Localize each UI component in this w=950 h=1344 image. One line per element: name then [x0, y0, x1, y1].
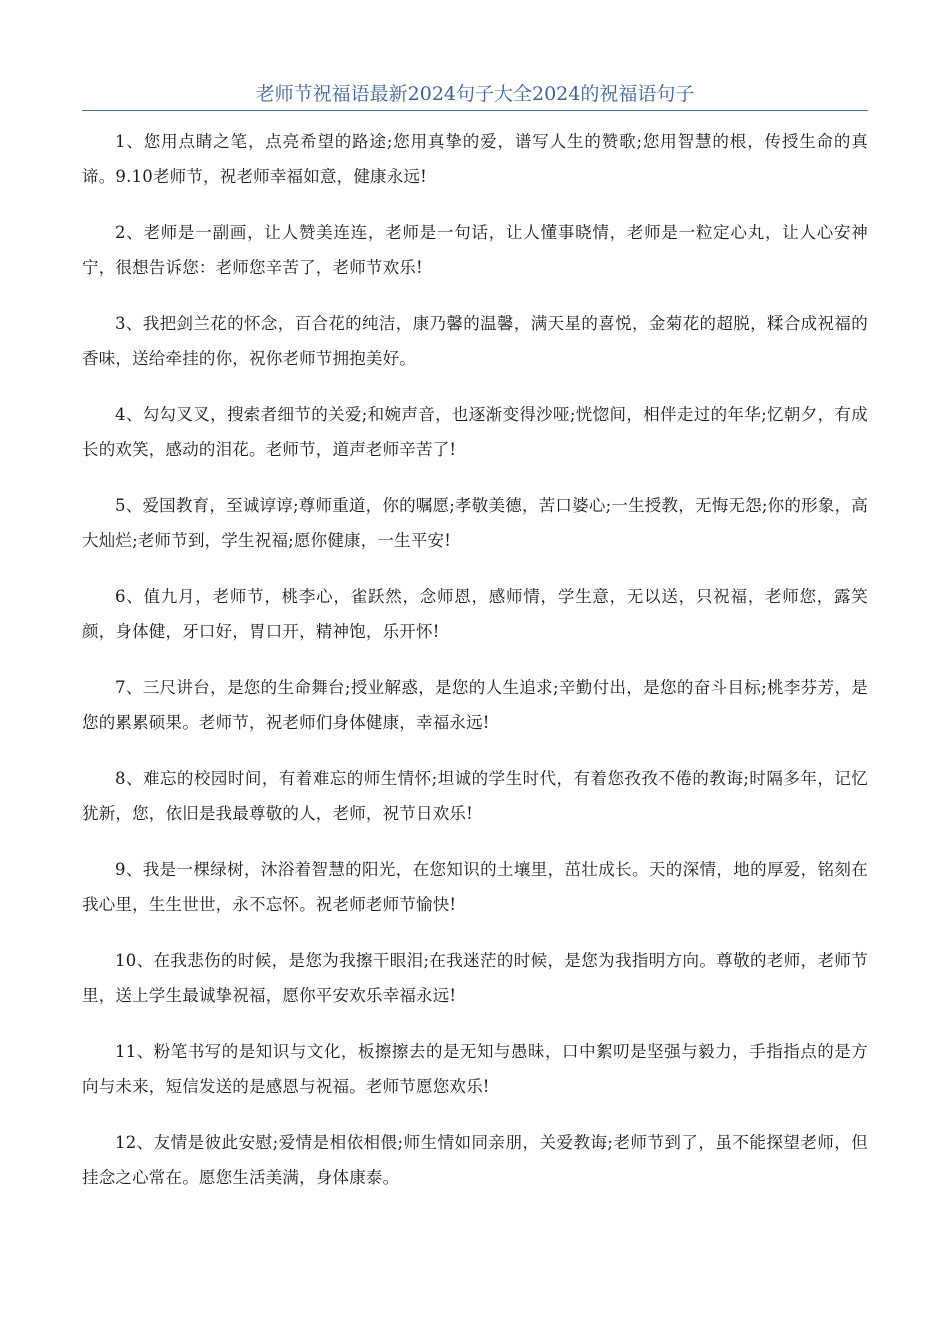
blessing-item-11: 11、粉笔书写的是知识与文化，板擦擦去的是无知与愚昧，口中絮叨是坚强与毅力，手指指点的是方向与未来，短信发送的是感恩与祝福。老师节愿您欢乐!	[82, 1042, 868, 1096]
document-title: 老师节祝福语最新2024句子大全2024的祝福语句子	[255, 83, 695, 105]
blessing-item-8: 8、难忘的校园时间，有着难忘的师生情怀;坦诚的学生时代，有着您孜孜不倦的教诲;时隔多年，记忆犹新，您，依旧是我最尊敬的人，老师，祝节日欢乐!	[82, 769, 868, 823]
blessing-item-3: 3、我把剑兰花的怀念，百合花的纯洁，康乃馨的温馨，满天星的喜悦，金菊花的超脱，糅合成祝福的香味，送给牵挂的你，祝你老师节拥抱美好。	[82, 314, 868, 368]
blessing-item-10: 10、在我悲伤的时候，是您为我擦干眼泪;在我迷茫的时候，是您为我指明方向。尊敬的老师，老师节里，送上学生最诚挚祝福，愿你平安欢乐幸福永远!	[82, 951, 868, 1005]
blessing-item-1: 1、您用点睛之笔，点亮希望的路途;您用真挚的爱，谱写人生的赞歌;您用智慧的根，传授生命的真谛。9.10老师节，祝老师幸福如意，健康永远!	[82, 132, 868, 186]
blessing-item-6: 6、值九月，老师节，桃李心，雀跃然，念师恩，感师情，学生意，无以送，只祝福，老师您，露笑颜，身体健，牙口好，胃口开，精神饱，乐开怀!	[82, 587, 868, 641]
blessing-item-9: 9、我是一棵绿树，沐浴着智慧的阳光，在您知识的土壤里，茁壮成长。天的深情，地的厚爱，铭刻在我心里，生生世世，永不忘怀。祝老师老师节愉快!	[82, 860, 868, 914]
blessing-item-4: 4、勾勾叉叉，搜索者细节的关爱;和婉声音，也逐渐变得沙哑;恍惚间，相伴走过的年华;忆朝夕，有成长的欢笑，感动的泪花。老师节，道声老师辛苦了!	[82, 405, 868, 459]
blessing-item-7: 7、三尺讲台，是您的生命舞台;授业解惑，是您的人生追求;辛勤付出，是您的奋斗目标;桃李芬芳，是您的累累硕果。老师节，祝老师们身体健康，幸福永远!	[82, 678, 868, 732]
blessing-item-2: 2、老师是一副画，让人赞美连连，老师是一句话，让人懂事晓情，老师是一粒定心丸，让人心安神宁，很想告诉您：老师您辛苦了，老师节欢乐!	[82, 223, 868, 277]
blessing-item-5: 5、爱国教育，至诚谆谆;尊师重道，你的嘱愿;孝敬美德，苦口婆心;一生授教，无悔无怨;你的形象，高大灿烂;老师节到，学生祝福;愿你健康，一生平安!	[82, 496, 868, 550]
document-header	[82, 80, 868, 111]
blessing-item-12: 12、友情是彼此安慰;爱情是相依相偎;师生情如同亲朋，关爱教诲;老师节到了，虽不能探望老师，但挂念之心常在。愿您生活美满，身体康泰。	[82, 1133, 868, 1187]
document-body	[82, 124, 868, 1216]
